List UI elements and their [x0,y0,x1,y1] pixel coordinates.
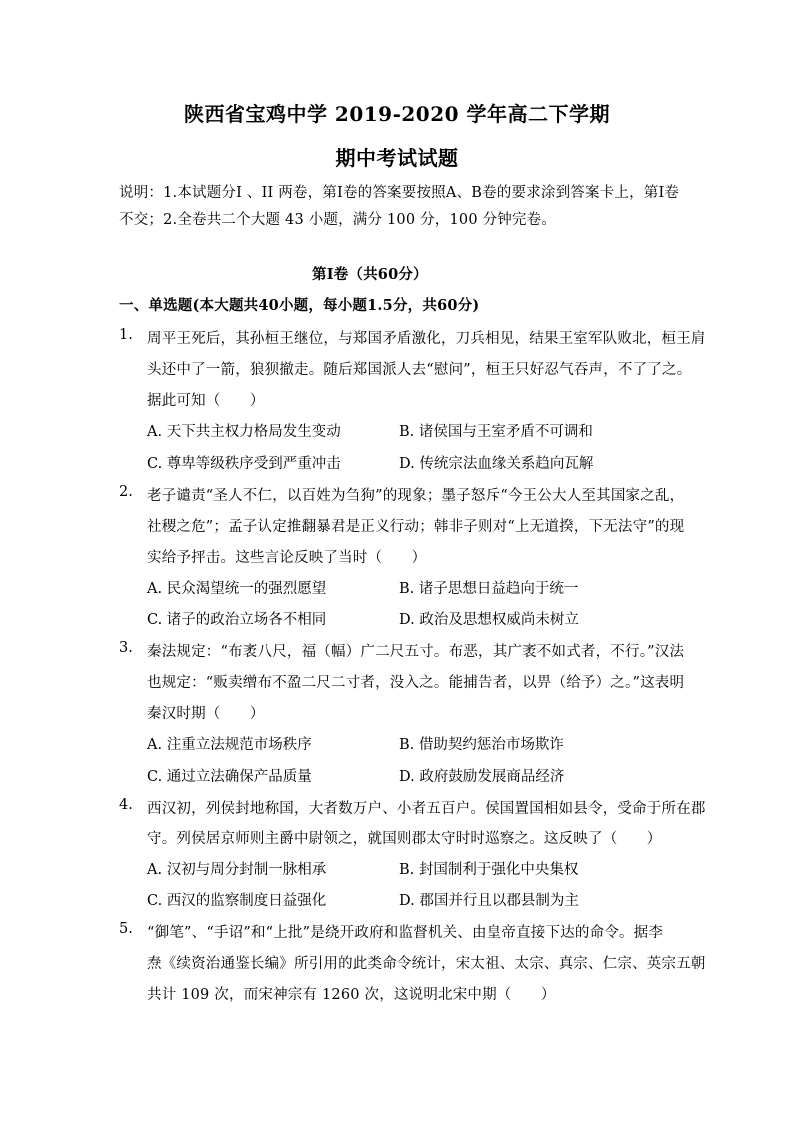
question-text-line: “御笔”、“手诏”和“上批”是绕开政府和监督机关、由皇帝直接下达的命令。据李 [147,925,664,941]
option-d: D. 政府鼓励发展商品经济 [399,769,565,785]
option-b: B. 封国制利于强化中央集权 [399,862,579,878]
question-text-line: 头还中了一箭，狼狈撤走。随后郑国派人去“慰问”，桓王只好忍气吞声，不了了之。 [147,362,692,378]
option-c: C. 尊卑等级秩序受到严重冲击 [147,456,341,472]
question-text-line: 周平王死后，其孙桓王继位，与郑国矛盾激化，刀兵相见，结果王室军队败北，桓王肩 [147,331,706,347]
option-b: B. 诸子思想日益趋向于统一 [399,581,579,597]
question-text-line: 也规定：“贩卖缯布不盈二尺二寸者，没入之。能捕告者，以畀（给予）之。”这表明 [147,675,685,691]
question-text-line: 老子谴责“圣人不仁，以百姓为刍狗”的现象；墨子怒斥“今王公大人至其国家之乱， [147,488,685,504]
question-text-line: 西汉初，列侯封地称国，大者数万户、小者五百户。侯国置国相如县令，受命于所在郡 [147,801,706,817]
option-b: B. 借助契约惩治市场欺诈 [399,737,564,753]
exam-title-line1: 陕西省宝鸡中学 2019-2020 学年高二下学期 [183,102,611,126]
option-c: C. 通过立法确保产品质量 [147,769,312,785]
question-text-line: 共计 109 次，而宋神宗有 1260 次，这说明北宋中期（ ） [147,987,556,1003]
question-number: 4. [119,797,133,813]
question-text-line: 据此可知（ ） [147,393,265,409]
option-c: C. 西汉的监察制度日益强化 [147,893,327,909]
question-text-line: 守。列侯居京师则主爵中尉领之，就国则郡太守时时巡察之。这反映了（ ） [147,831,662,847]
option-a: A. 天下共主权力格局发生变动 [147,424,341,440]
option-a: A. 注重立法规范市场秩序 [147,737,312,753]
option-d: D. 郡国并行且以郡县制为主 [399,893,579,909]
question-text-line: 秦汉时期（ ） [147,706,265,722]
option-c: C. 诸子的政治立场各不相同 [147,612,327,628]
option-a: A. 民众渴望统一的强烈愿望 [147,581,327,597]
volume-title: 第Ⅰ卷（共60分） [312,266,428,283]
question-number: 2. [119,484,133,500]
option-b: B. 诸侯国与王室矛盾不可调和 [399,424,593,440]
option-d: D. 传统宗法血缘关系趋向瓦解 [399,456,594,472]
instructions-line1: 说明：1.本试题分Ⅰ 、II 两卷，第Ⅰ卷的答案要按照A、B卷的要求涂到答案卡上，第Ⅰ卷 [119,185,680,201]
question-text-line: 秦法规定：“布袤八尺，福（幅）广二尺五寸。布恶，其广袤不如式者，不行。”汉法 [147,644,685,660]
question-text-line: 焘《续资治通鉴长编》所引用的此类命令统计，宋太祖、太宗、真宗、仁宗、英宗五朝 [147,956,706,972]
option-a: A. 汉初与周分封制一脉相承 [147,862,327,878]
exam-title-line2: 期中考试试题 [335,146,459,170]
option-d: D. 政治及思想权威尚未树立 [399,612,579,628]
question-number: 3. [119,640,133,656]
question-text-line: 实给予抨击。这些言论反映了当时（ ） [147,550,427,566]
instructions-line2: 不交；2.全卷共二个大题 43 小题，满分 100 分，100 分钟完卷。 [119,212,557,228]
question-text-line: 社稷之危”；孟子认定推翻暴君是正义行动；韩非子则对“上无道揆，下无法守”的现 [147,519,685,535]
question-number: 1. [119,327,133,343]
question-number: 5. [119,921,133,937]
part-title: 一、单选题(本大题共40小题，每小题1.5分，共60分) [119,297,480,314]
